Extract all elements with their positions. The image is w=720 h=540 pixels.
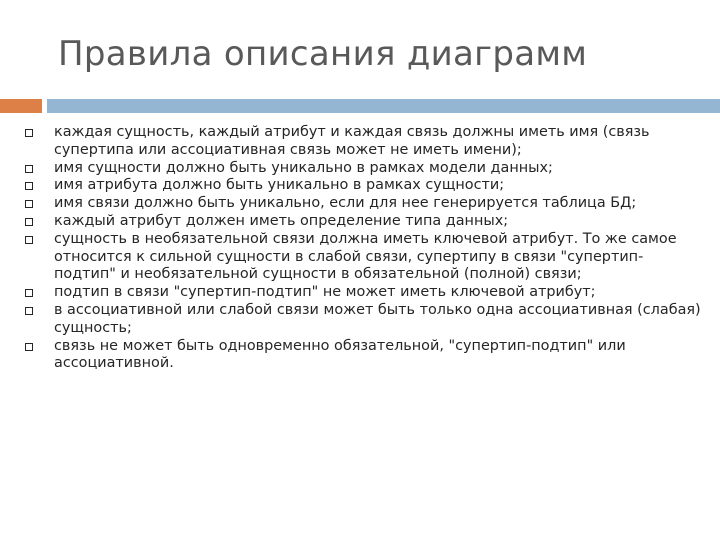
square-bullet-icon [25,236,33,244]
bullet-text: имя атрибута должно быть уникально в рамках сущности; [54,177,505,194]
square-bullet-icon [25,343,33,351]
bullet-text: каждый атрибут должен иметь определение типа данных; [54,212,509,229]
title-divider [47,99,720,113]
bullet-text: в ассоциативной или слабой связи может быть только одна ассоциативная (слабая) сущность; [54,301,701,336]
square-bullet-icon [25,200,33,208]
square-bullet-icon [25,307,33,315]
square-bullet-icon [25,182,33,190]
bullet-list [25,124,710,373]
bullet-text: сущность в необязательной связи должна иметь ключевой атрибут. То же самое относится к сильной сущности в слабой связи, супертипу в связи "супертип-подтип" и необязательной сущности в обязательной (полной) связи; [54,230,677,283]
bullet-text: имя связи должно быть уникально, если для нее генерируется таблица БД; [54,195,637,212]
bullet-text: подтип в связи "супертип-подтип" не может иметь ключевой атрибут; [54,284,596,301]
square-bullet-icon [25,129,33,137]
bullet-item [25,195,710,213]
bullet-item [25,124,710,160]
bullet-text: связь не может быть одновременно обязательной, "супертип-подтип" или ассоциативной. [54,337,626,372]
bullet-item [25,302,710,338]
bullet-item [25,338,710,374]
bullet-item [25,231,710,284]
bullet-item [25,213,710,231]
slide-title: Правила описания диаграмм [58,34,588,74]
title-divider-accent [0,99,42,113]
bullet-text: каждая сущность, каждый атрибут и каждая связь должны иметь имя (связь супертипа или ассоциативная связь может не иметь имени); [54,124,650,158]
square-bullet-icon [25,165,33,173]
bullet-item [25,160,710,178]
bullet-item [25,177,710,195]
square-bullet-icon [25,218,33,226]
square-bullet-icon [25,289,33,297]
bullet-text: имя сущности должно быть уникально в рамках модели данных; [54,159,553,176]
bullet-item [25,284,710,302]
